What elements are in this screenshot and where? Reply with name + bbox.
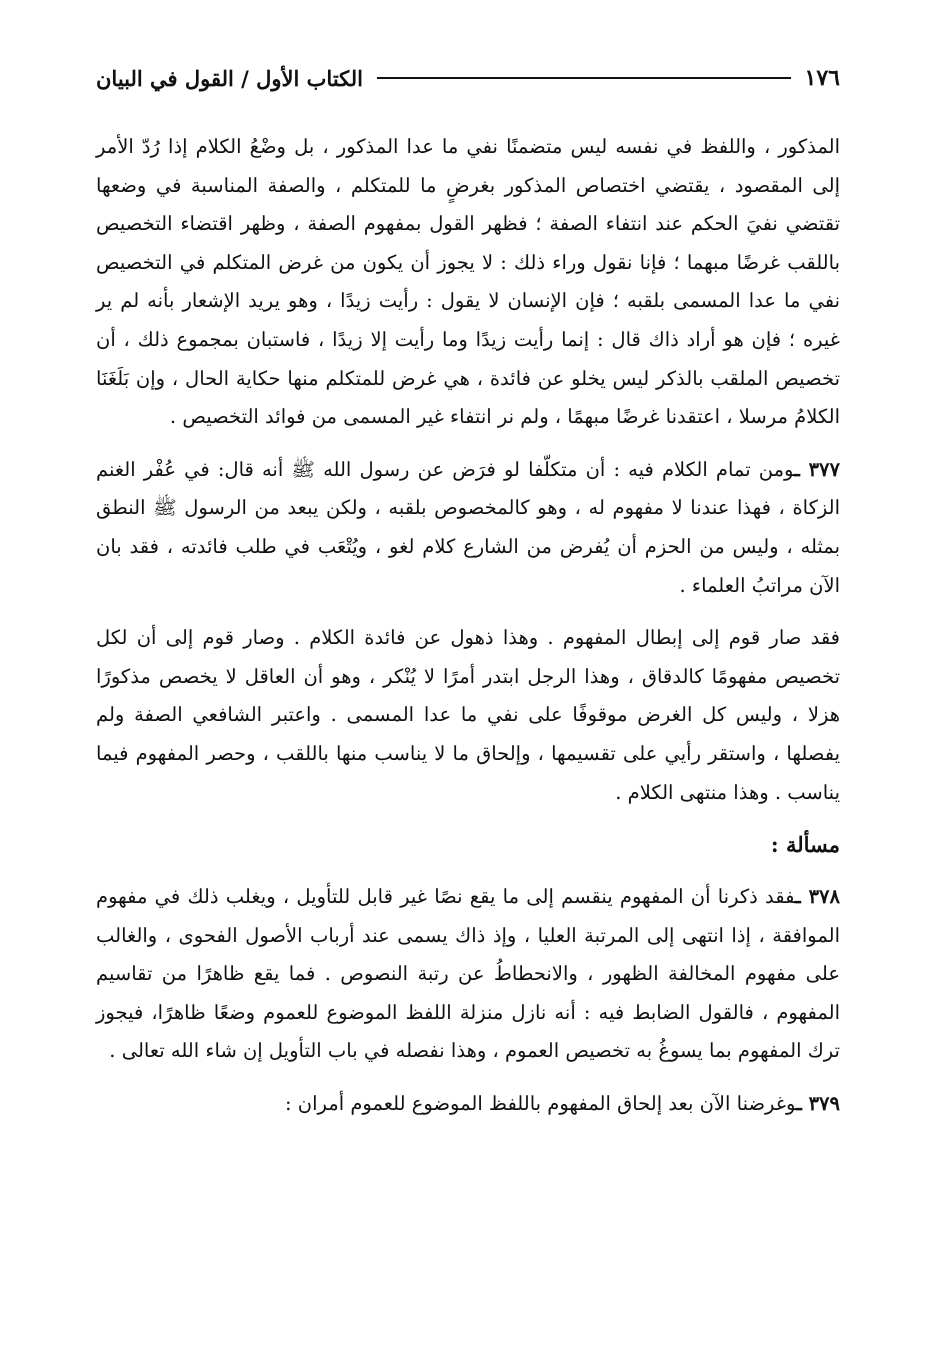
page-number: ١٧٦ <box>804 65 840 91</box>
section-heading: مسألة : <box>770 832 840 858</box>
paragraph-text: ومن تمام الكلام فيه : أن متكلّفا لو فرَض عن رسول الله ﷺ أنه قال: في عُفْر الغنم الزكاة ، فهذا عندنا لا مفهوم له ، وهو كالمخصوص بلقبه ، ولكن يبعد من الرسول ﷺ النطق بمثله ، وليس من الحزم أن يُفرض من الشارع كلام لغو ، ويُتْعَب في طلب فائدته ، فقد بان الآن مراتبُ العلماء . <box>96 457 840 597</box>
body-text <box>96 128 840 1124</box>
header-rule <box>377 77 791 79</box>
paragraph-text: فقد صار قوم إلى إبطال المفهوم . وهذا ذهول عن فائدة الكلام . وصار قوم إلى أن لكل تخصيص مفهومًا كالدقاق ، وهذا الرجل ابتدر أمرًا لا يُنْكر ، وهو أن العاقل لا يخصص مذكورًا هزلا ، وليس كل الغرض موقوفًا على نفي ما عدا المسمى . واعتبر الشافعي الصفة ولم يفصلها ، واستقر رأيي على تقسيمها ، وإلحاق ما لا يناسب منها باللقب ، وحصر المفهوم فيما يناسب . وهذا منتهى الكلام . <box>96 626 840 804</box>
paragraph-number: ٣٧٨ ـ <box>795 885 840 909</box>
paragraph <box>96 451 840 605</box>
paragraph <box>96 878 840 1071</box>
paragraph-text: المذكور ، واللفظ في نفسه ليس متضمنًا نفي ما عدا المذكور ، بل وضْعُ الكلام إذا رُدّ الأمر إلى المقصود ، يقتضي اختصاص المذكور بغرضٍ ما للمتكلم ، والصفة المناسبة في وضعها تقتضي نفيَ الحكم عند انتفاء الصفة ؛ فظهر القول بمفهوم الصفة ، وظهر اقتضاء التخصيص باللقب غرضًا مبهما ؛ فإنا نقول وراء ذلك : لا يجوز أن يكون من غرض المتكلم في التخصيص نفي ما عدا المسمى بلقبه ؛ فإن الإنسان لا يقول : رأيت زيدًا ، وهو يريد الإشعار بأنه لم ير غيره ؛ فإن هو أراد ذاك قال : إنما رأيت زيدًا وما رأيت إلا زيدًا ، فاستبان بمجموع ذلك ، أن تخصيص الملقب بالذكر ليس يخلو عن فائدة ، هي غرض للمتكلم منها حكاية الحال ، وإن بَلَغَنَا الكلامُ مرسلا ، اعتقدنا غرضًا مبهمًا ، ولم نر انتفاء غير المسمى من فوائد التخصيص . <box>96 135 840 429</box>
paragraph-number: ٣٧٩ ـ <box>796 1092 840 1116</box>
book-page <box>96 58 840 1138</box>
paragraph-text: وغرضنا الآن بعد إلحاق المفهوم باللفظ الموضوع للعموم أمران : <box>285 1092 797 1116</box>
paragraph <box>96 1085 840 1124</box>
paragraph-text: فقد ذكرنا أن المفهوم ينقسم إلى ما يقع نصًا غير قابل للتأويل ، ويغلب ذلك في مفهوم الموافقة ، إذا انتهى إلى المرتبة العليا ، وإذ ذاك يسمى عند أرباب الأصول الفحوى ، والغالب على مفهوم المخالفة الظهور ، والانحطاطُ عن رتبة النصوص . فما يقع ظاهرًا من تقاسيم المفهوم ، فالقول الضابط فيه : أنه نازل منزلة اللفظ الموضوع للعموم وضعًا ظاهرًا، فيجوز ترك المفهوم بما يسوغُ به تخصيص العموم ، وهذا نفصله في باب التأويل إن شاء الله تعالى . <box>96 885 840 1063</box>
paragraph <box>96 619 840 812</box>
page-header <box>96 58 840 98</box>
paragraph <box>96 128 840 437</box>
running-title: الكتاب الأول / القول في البيان <box>96 65 364 91</box>
paragraph-number: ٣٧٧ ـ <box>794 457 840 481</box>
